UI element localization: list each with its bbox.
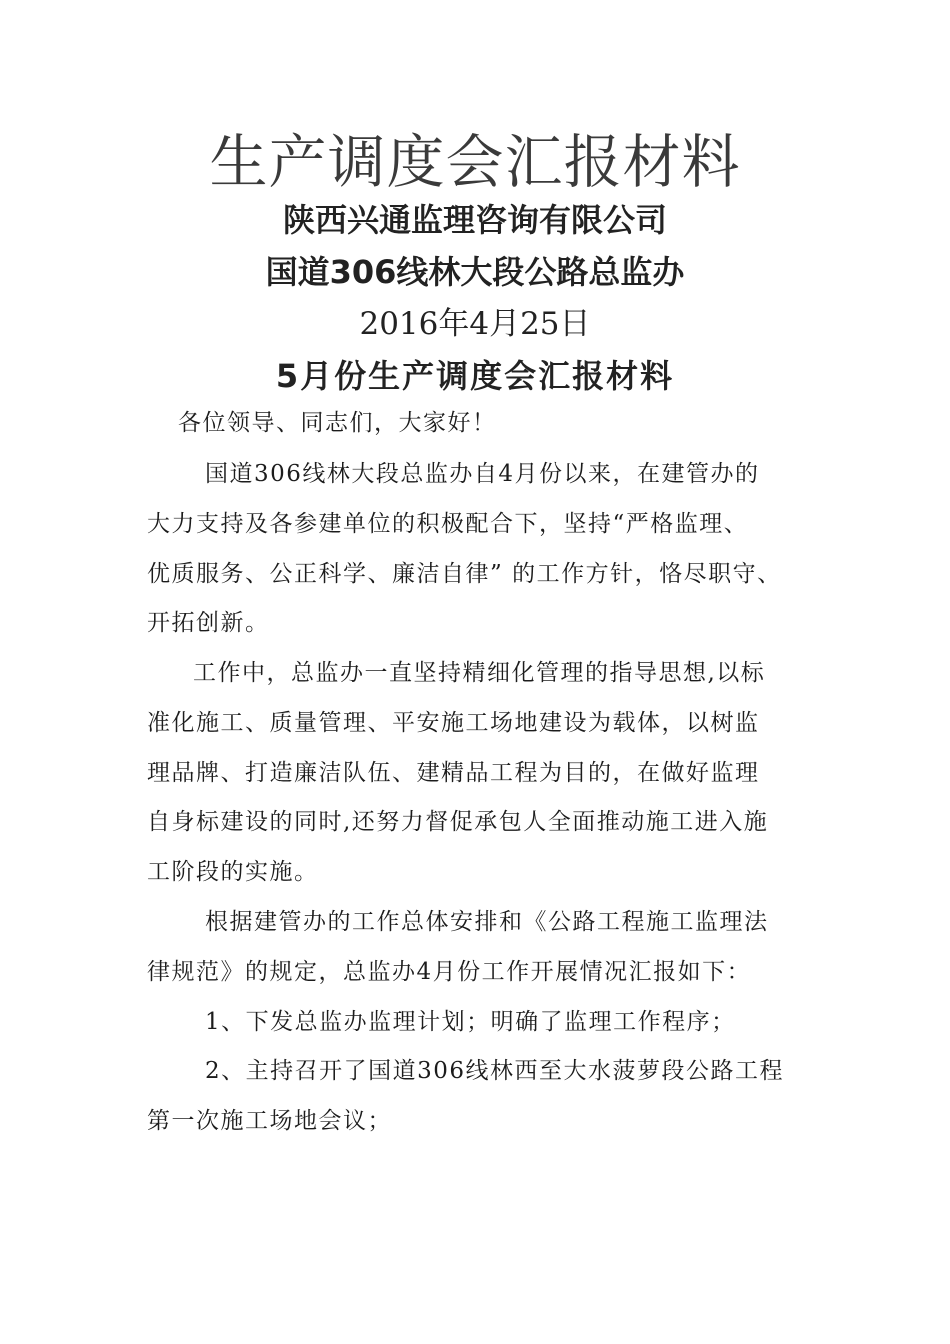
report-title: 5月份生产调度会汇报材料 — [275, 357, 675, 395]
body-line: 准化施工、质量管理、平安施工场地建设为载体，以树监 — [147, 710, 760, 736]
body-line: 理品牌、打造廉洁队伍、建精品工程为目的，在做好监理 — [147, 760, 760, 786]
body-line: 国道306线林大段总监办自4月份以来，在建管办的 — [205, 461, 760, 487]
body-line: 大力支持及各参建单位的积极配合下，坚持“严格监理、 — [147, 511, 749, 537]
body-line: 自身标建设的同时,还努力督促承包人全面推动施工进入施 — [147, 809, 769, 835]
body-line: 工阶段的实施。 — [147, 859, 319, 885]
list-item: 2、主持召开了国道306线林西至大水菠萝段公路工程 — [205, 1058, 785, 1084]
greeting-line: 各位领导、同志们，大家好！ — [178, 410, 497, 436]
company-name: 陕西兴通监理咨询有限公司 — [282, 201, 667, 239]
body-line: 优质服务、公正科学、廉洁自律” 的工作方针，恪尽职守、 — [147, 561, 782, 587]
body-line: 开拓创新。 — [147, 610, 270, 636]
document-date: 2016年4月25日 — [359, 306, 591, 342]
list-item: 1、下发总监办监理计划；明确了监理工作程序； — [205, 1009, 736, 1035]
office-name: 国道306线林大段公路总监办 — [265, 253, 685, 291]
body-line: 根据建管办的工作总体安排和《公路工程施工监理法 — [205, 909, 769, 935]
body-line: 律规范》的规定，总监办4月份工作开展情况汇报如下： — [147, 959, 752, 985]
list-item-continuation: 第一次施工场地会议； — [147, 1108, 392, 1134]
body-line: 工作中，总监办一直坚持精细化管理的指导思想,以标 — [193, 660, 766, 686]
document-title: 生产调度会汇报材料 — [209, 128, 741, 196]
